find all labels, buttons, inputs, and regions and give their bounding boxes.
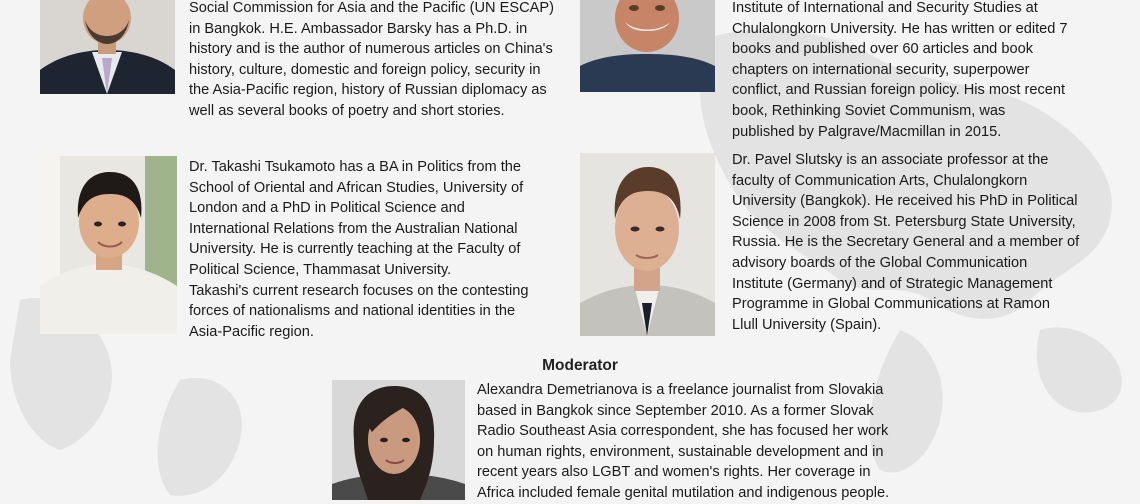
moderator-heading: Moderator: [542, 357, 618, 374]
speaker-bio-tsukamoto: Dr. Takashi Tsukamoto has a BA in Politics from the School of Oriental and African Studies, University of London and a PhD in Political Science and International Relations from the Australian National University. He is currently teaching at the Faculty of Political Science, Thammasat University. Takashi's current research focuses on the contesting forces of nationalisms and national identities in the Asia-Pacific region.: [189, 159, 529, 340]
speaker-bio-2: Institute of International and Security Studies at Chulalongkorn University. He has written or edited 7 books and published over 60 articles and book chapters on international security, superpower conflict, and Russian foreign policy. His most recent book, Rethinking Soviet Communism, was published by Palgrave/Macmillan in 2015.: [732, 0, 1068, 140]
moderator-bio: Alexandra Demetrianova is a freelance journalist from Slovakia based in Bangkok since September 2010. As a former Slovak Radio Southeast Asia correspondent, she has focused her work on human rights, environment, sustainable development and in recent years also LGBT and women's rights. Her coverage in Africa included female genital mutilation and indigenous people.: [477, 382, 890, 501]
speaker-photo-tsukamoto: [40, 156, 177, 334]
speaker-bio-slutsky: Dr. Pavel Slutsky is an associate professor at the faculty of Communication Arts, Chulalongkorn University (Bangkok). He received his PhD in Political Science in 2008 from St. Petersburg State University, Russia. He is the Secretary General and a member of advisory boards of the Global Communication Institute (Germany) and of Strategic Management Programme in Global Communications at Ramon Llull University (Spain).: [732, 152, 1080, 333]
speaker-photo-2: [580, 0, 715, 92]
speaker-bio-barsky: Social Commission for Asia and the Pacific (UN ESCAP) in Bangkok. H.E. Ambassador Barsky has a Ph.D. in history and is the author of numerous articles on China's history, culture, domestic and foreign policy, security in the Asia-Pacific region, history of Russian diplomacy as well as several books of poetry and short stories.: [189, 0, 554, 119]
speaker-photo-barsky: [40, 0, 175, 94]
moderator-photo-demetrianova: [332, 380, 465, 500]
speaker-photo-slutsky: [580, 153, 715, 336]
